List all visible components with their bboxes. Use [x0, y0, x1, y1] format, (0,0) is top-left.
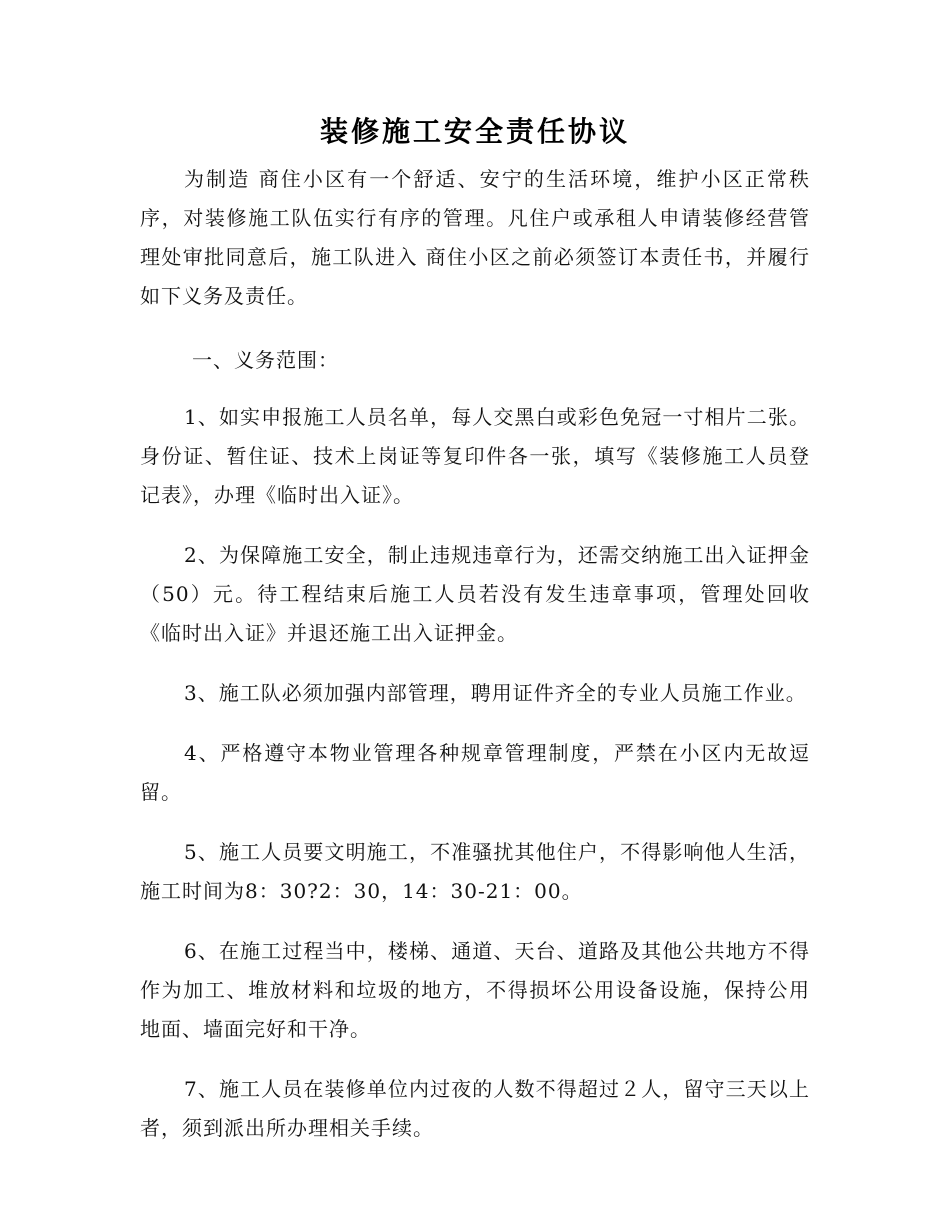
list-item: 2、为保障施工安全，制止违规违章行为，还需交纳施工出入证押金（50）元。待工程结束后施工人员若没有发生违章事项，管理处回收《临时出入证》并退还施工出入证押金。	[140, 543, 810, 645]
list-item: 7、施工人员在装修单位内过夜的人数不得超过２人，留守三天以上者，须到派出所办理相关手续。	[140, 1077, 810, 1140]
list-item: 4、严格遵守本物业管理各种规章管理制度，严禁在小区内无故逗留。	[140, 741, 810, 804]
document-body	[140, 160, 810, 1169]
document-title: 装修施工安全责任协议	[319, 115, 630, 148]
list-item: 3、施工队必须加强内部管理，聘用证件齐全的专业人员施工作业。	[184, 681, 807, 705]
list-item: 1、如实申报施工人员名单，每人交黑白或彩色免冠一寸相片二张。身份证、暂住证、技术上岗证等复印件各一张，填写《装修施工人员登记表》，办理《临时出入证》。	[140, 405, 810, 507]
intro-paragraph: 为制造 商住小区有一个舒适、安宁的生活环境，维护小区正常秩序，对装修施工队伍实行有序的管理。凡住户或承租人申请装修经营管理处审批同意后，施工队进入 商住小区之前必须签订本责任书，并履行如下义务及责任。	[140, 167, 810, 308]
section-heading: 一、义务范围：	[192, 348, 339, 372]
list-item: 6、在施工过程当中，楼梯、通道、天台、道路及其他公共地方不得作为加工、堆放材料和垃圾的地方，不得损坏公用设备设施，保持公用地面、墙面完好和干净。	[140, 939, 810, 1041]
list-item: 5、施工人员要文明施工，不准骚扰其他住户，不得影响他人生活，施工时间为8：30?2：30，14：30-21：00。	[140, 840, 810, 903]
